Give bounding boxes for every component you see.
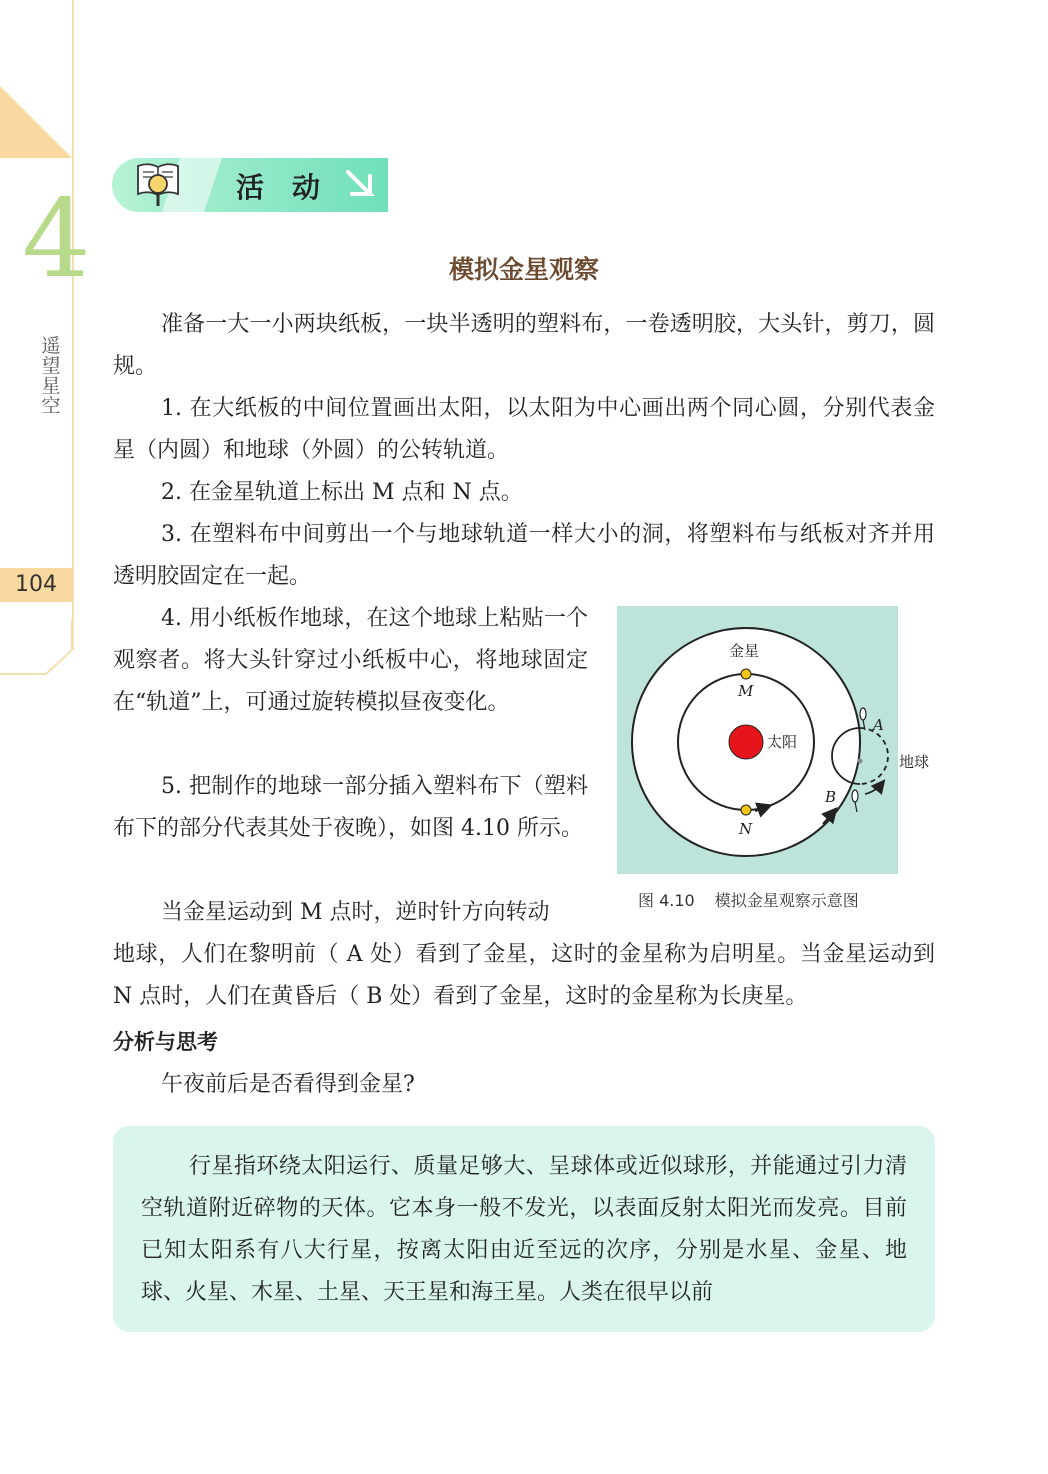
- earth-pin: [858, 759, 863, 764]
- venus-label: 金星: [729, 642, 760, 660]
- point-m-label: M: [738, 682, 754, 700]
- activity-label: 活动: [236, 171, 349, 204]
- earth-label: 地球: [899, 753, 930, 771]
- analysis-question: 午夜前后是否看得到金星?: [161, 1072, 415, 1097]
- step-1-paragraph: 1. 在大纸板的中间位置画出太阳，以太阳为中心画出两个同心圆，分别代表金星（内圆）和地球（外圆）的公转轨道。: [113, 396, 935, 463]
- materials-paragraph: 准备一大一小两块纸板，一块半透明的塑料布，一卷透明胶，大头针，剪刀，圆规。: [113, 312, 935, 379]
- chapter-title: 遥望星空: [41, 335, 61, 417]
- figure-caption: [638, 888, 879, 911]
- sun: [729, 725, 763, 759]
- observation-paragraph-end: 地球，人们在黎明前（ A 处）看到了金星，这时的金星称为启明星。当金星运动到 N 点时，人们在黄昏后（ B 处）看到了金星，这时的金星称为长庚星。: [113, 942, 935, 1009]
- venus-observation-diagram: [617, 606, 898, 874]
- point-n-label: N: [739, 820, 753, 838]
- analysis-heading: 分析与思考: [113, 1030, 218, 1054]
- venus-point-m: [741, 669, 751, 679]
- point-a-label: A: [873, 716, 884, 734]
- point-b-label: B: [825, 788, 837, 806]
- sun-label: 太阳: [767, 733, 798, 751]
- sidebar-corner-decoration: [0, 86, 72, 158]
- info-box-text: 行星指环绕太阳运行、质量足够大、呈球体或近似球形，并能通过引力清空轨道附近碎物的天体。它本身一般不发光，以表面反射太阳光而发亮。目前已知太阳系有八大行星，按离太阳由近至远的次序，分别是水星、金星、地球、火星、木星、土星、天王星和海王星。人类在很早以前: [141, 1154, 907, 1305]
- step-5-paragraph: 5. 把制作的地球一部分插入塑料布下（塑料布下的部分代表其处于夜晚），如图 4.10 所示。: [113, 774, 588, 841]
- figure-number: 图 4.10: [638, 891, 695, 910]
- page-number: 104: [15, 572, 57, 597]
- figure-caption-text: 模拟金星观察示意图: [714, 891, 859, 910]
- step-3-paragraph: 3. 在塑料布中间剪出一个与地球轨道一样大小的洞，将塑料布与纸板对齐并用透明胶固定在一起。: [113, 522, 935, 589]
- sidebar-notch-decoration: [0, 620, 72, 676]
- step-4-paragraph: 4. 用小纸板作地球，在这个地球上粘贴一个观察者。将大头针穿过小纸板中心，将地球固定在“轨道”上，可通过旋转模拟昼夜变化。: [113, 606, 588, 715]
- observation-paragraph-start: 当金星运动到 M 点时，逆时针方向转动: [161, 900, 550, 925]
- chapter-number: 4: [22, 177, 91, 302]
- book-magnifier-icon: [134, 160, 182, 210]
- step-2-paragraph: 2. 在金星轨道上标出 M 点和 N 点。: [161, 480, 523, 505]
- page-title: 模拟金星观察: [448, 255, 599, 284]
- venus-point-n: [741, 805, 751, 815]
- sidebar-divider: [72, 0, 74, 650]
